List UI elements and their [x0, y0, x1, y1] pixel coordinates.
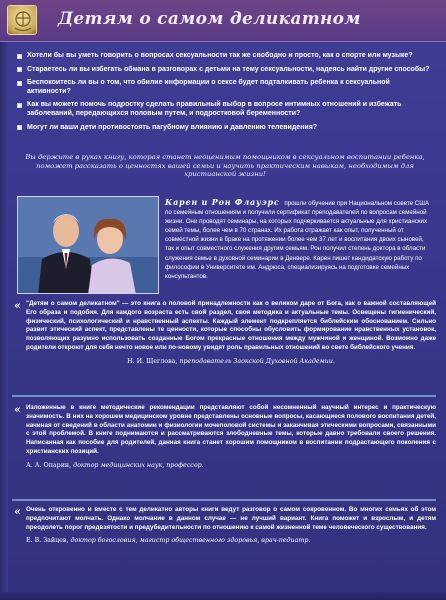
series-title: Детям о самом деликатном	[58, 9, 361, 29]
spine-edge	[0, 42, 8, 600]
authors-bio	[165, 198, 433, 281]
review-text: Изложенные в книге методические рекомендации представляют собой несомненный научный интерес и практическую значимость. В них на хорошем медицинском уровне представлены основные вопросы, касающиеся полового воспитания детей, начиная от сведений в области анатомии и физиологии мочеполовой системы и заканчивая этическими вопросами, связанными с этой проблемой. В книге поднимаются и рассматриваются злободневные темы, которые давно требовали своего решения. Написанная как пособие для родителей, данная книга станет хорошим помощником в воспитании подрастающего поколения с христианских позиций.	[26, 404, 436, 455]
review-signature	[12, 462, 436, 469]
review-author: А. А. Опарин,	[26, 461, 72, 469]
bullet-square-icon	[17, 125, 22, 130]
question-text: Могут ли ваши дети противостоять пагубному влиянию и давлению телевидения?	[27, 123, 318, 131]
authors-photo	[17, 196, 159, 294]
question-text: Хотели бы вы уметь говорить о вопросах сексуальности так же свободно и просто, как о спорте или музыке?	[27, 52, 413, 59]
question-list	[17, 52, 433, 137]
review-signature	[12, 358, 436, 365]
question-item	[17, 52, 433, 61]
review-author-title: доктор богословия, магистр общественного здоровья, врач-педиатр.	[70, 537, 311, 545]
bottom-edge	[0, 592, 446, 600]
question-text: Как вы можете помочь подростку сделать правильный выбор в вопросе интимных отношений и избежать заболеваний, передающихся половым путем, и подростковой беременности?	[27, 101, 402, 117]
review-author: Е. В. Зайцев,	[26, 537, 69, 545]
review-author-title: доктор медицинских наук, профессор.	[73, 461, 204, 469]
bullet-square-icon	[17, 67, 22, 72]
authors-bio-text: прошли обучение при Национальном совете США по семейным отношениям и получили сертификат преподавателей по вопросам семейной жизни. Они проводят семинары, на которых подчеркивается актуальные для христианских семей темы, более чем в 70 странах. Их работа отражает как опыт, полученный от совместной жизни в браке на протяжении более чем 37 лет и воспитания двоих сыновей, так и опыт совместного служения другим семьям. Рон получил степень доктора в области служения семье в духовной семинарии в Денвере. Карен пишет кандидатскую работу по философии в Университете им. Андрюса, специализируясь на подготовке семейных консультантов.	[165, 200, 430, 280]
question-item	[17, 66, 433, 75]
bullet-square-icon	[17, 54, 22, 59]
quote-mark-icon: «	[14, 505, 21, 518]
quote-mark-icon: «	[14, 403, 21, 416]
divider	[12, 499, 436, 501]
question-text: Беспокоитесь ли вы о том, что обилие информации о сексе будет подталкивать ребенка к сексуальной активности?	[27, 79, 390, 95]
bullet-square-icon	[17, 81, 22, 86]
header-band	[0, 0, 446, 42]
quote-mark-icon: «	[14, 299, 21, 312]
review-quote	[12, 300, 436, 365]
question-text: Стараетесь ли вы избегать обмана в разговорах с детьми на тему сексуальности, надеясь найти другие способы?	[27, 65, 430, 73]
review-signature	[12, 537, 436, 544]
intro-paragraph: Вы держите в руках книгу, которая станет неоценимым помощником в сексуальном воспитании ребенка, поможет рассказать о ценностях вашей семьи и научить практическим навыкам, необходимым для христианской жизни!	[25, 153, 425, 179]
review-quote	[12, 404, 436, 469]
authors-names: Карен и Рон Флауэрс	[165, 197, 280, 207]
bullet-square-icon	[17, 103, 22, 108]
question-item	[17, 124, 433, 133]
review-text: "Детям о самом деликатном" — это книга о половой принадлежности как о великом даре от Бога, как о важной составляющей Его образа и подобия. Для каждого возраста есть свой раздел, своя методика и актуальные темы. Освещены гигиенический, физический, психологический и нравственный аспекты. Каждый элемент подкрепляется библейским обоснованием. Сильно развит этический аспект, представлены те ценности, которые способны обусловить формирование нравственных установок, позволяющих разумно использовать созданные Богом прекрасные отношения между мужчиной и женщиной. Возможно даже родители откроют для себя нечто новое или по-новому увидят роль правильных отношений во свете библейского учения.	[26, 300, 436, 351]
review-author-title: преподаватель Заокской Духовной Академии.	[179, 357, 335, 365]
question-item	[17, 101, 433, 118]
review-text: Очень откровенно и вместе с тем деликатно авторы книги ведут разговор о самом сокровенном. Во многих семьях об этом предпочитают молчать. Однако молчание в данном случае — не лучший вариант. Книга поможет и взрослым, и детям преодолеть порог предвзятости и предубедительности по отношению к самой жизненной теме человеческого существования.	[26, 506, 436, 531]
review-quote	[12, 506, 436, 544]
question-item	[17, 79, 433, 96]
review-author: Н. И. Щеглова,	[127, 357, 178, 365]
divider	[12, 395, 436, 397]
publisher-logo-icon	[7, 5, 37, 35]
